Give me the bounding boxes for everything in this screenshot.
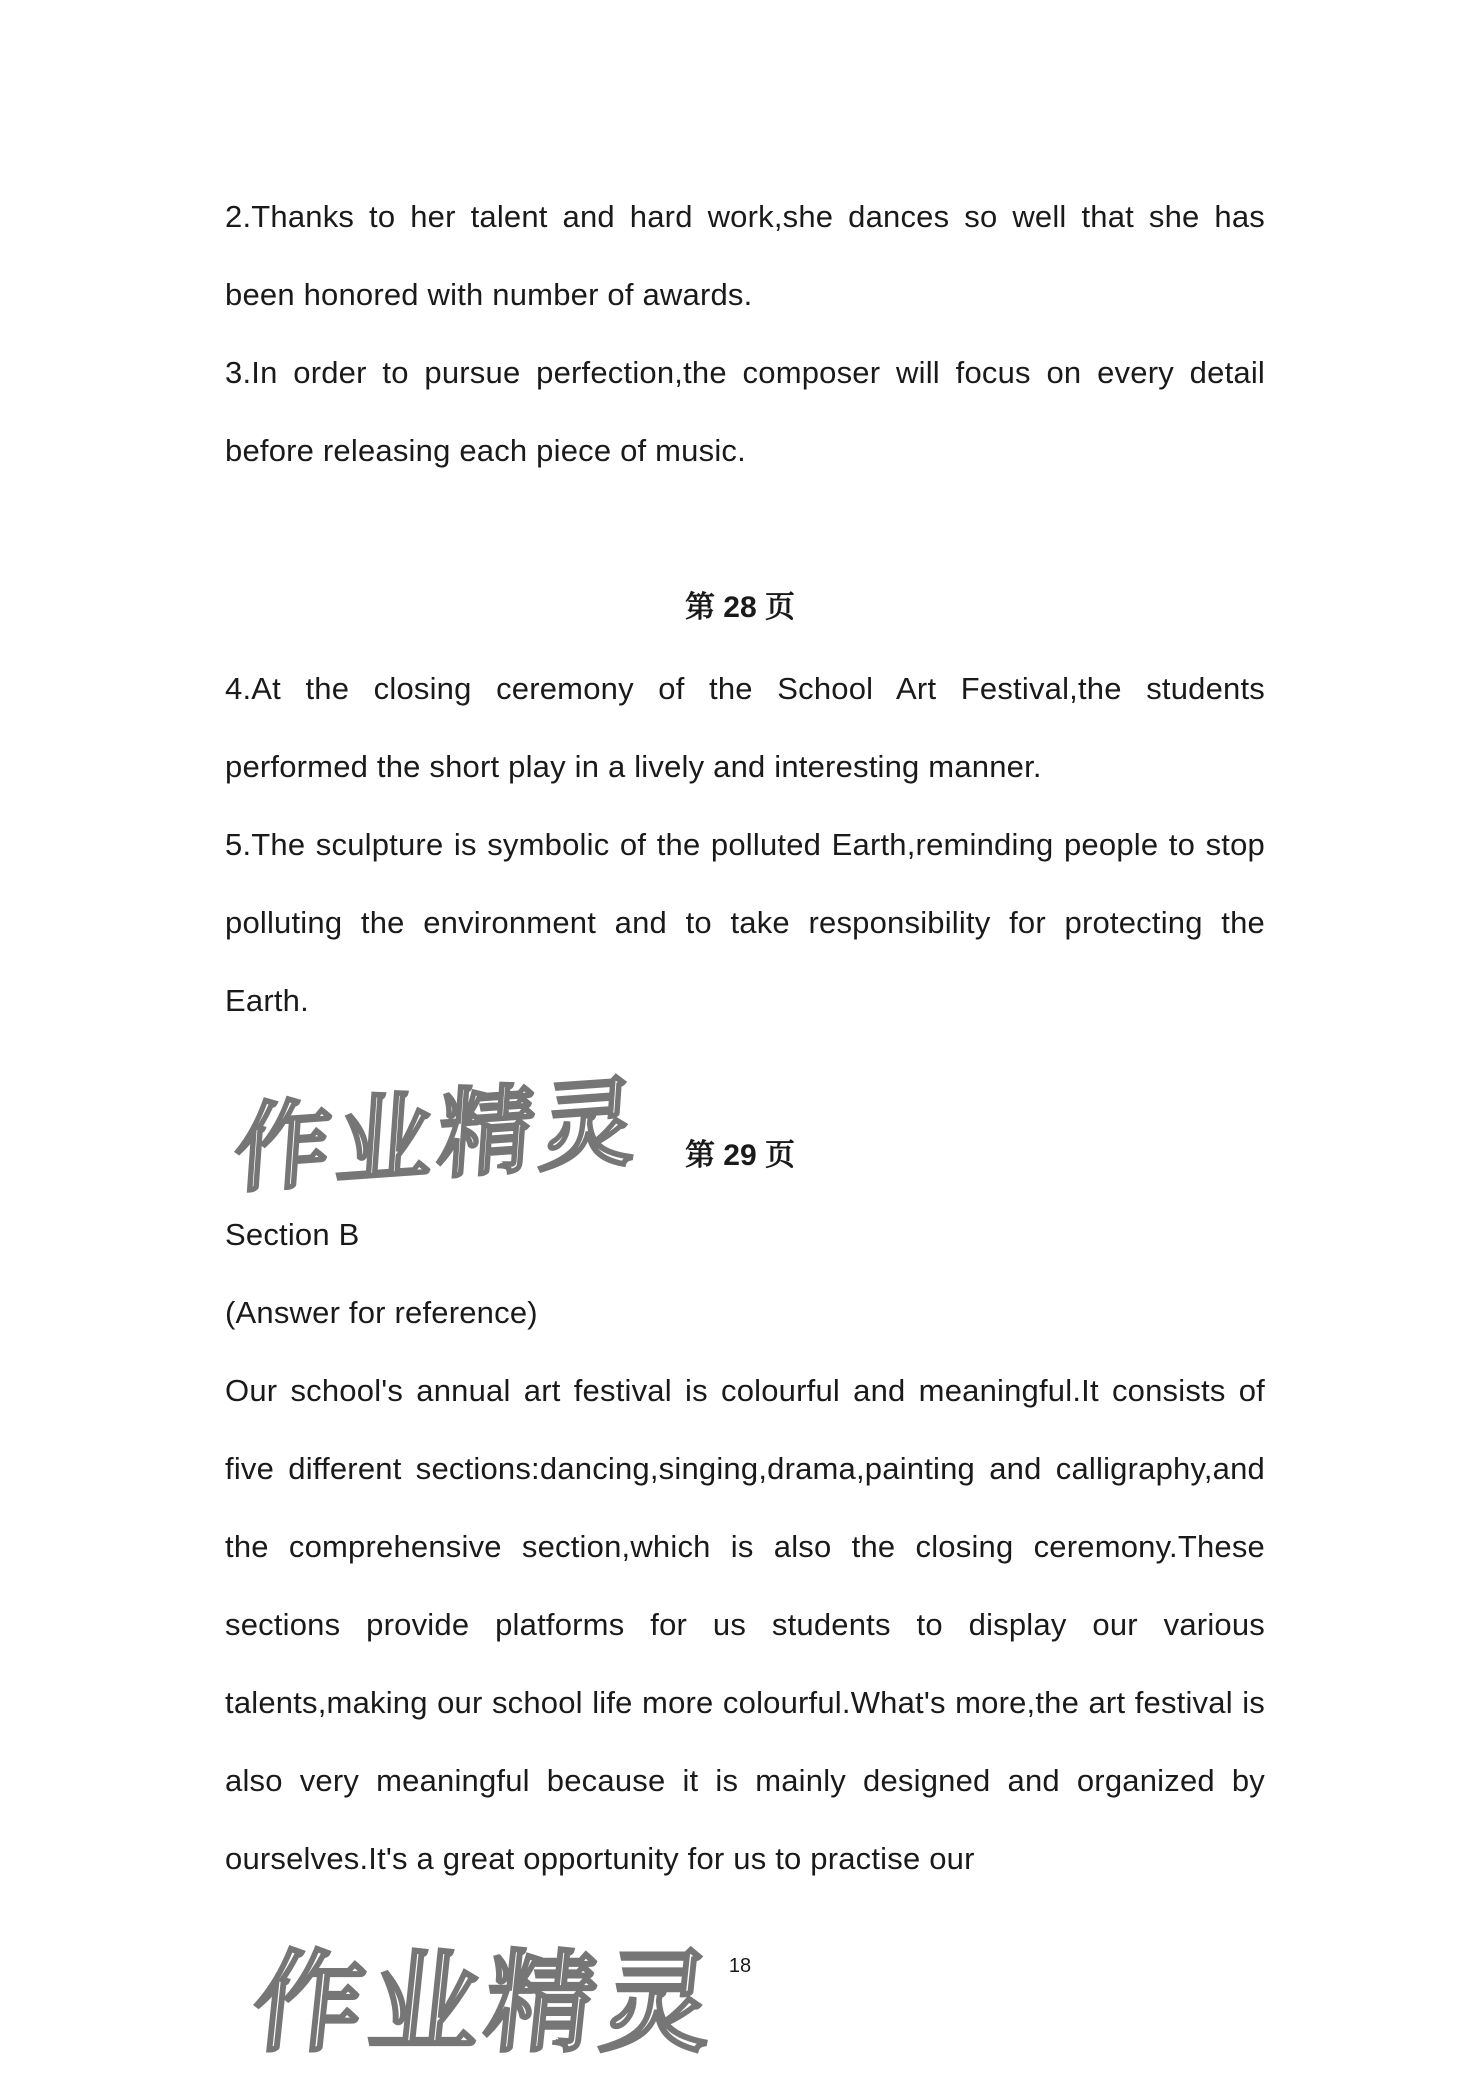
page-number: 18 <box>728 1955 752 1977</box>
answer-paragraph-5: 5.The sculpture is symbolic of the polluted Earth,reminding people to stop polluting the environment and to take responsibility for protecting the Earth. <box>225 827 1265 1018</box>
answer-paragraph-4: 4.At the closing ceremony of the School Art Festival,the students performed the short play in a lively and interesting manner. <box>225 671 1265 784</box>
answer-paragraph-2: 2.Thanks to her talent and hard work,she dances so well that she has been honored with number of awards. <box>225 199 1265 312</box>
watermark-logo: 作业精灵 <box>231 1065 646 1207</box>
essay-paragraph: Our school's annual art festival is colourful and meaningful.It consists of five different sections:dancing,singing,drama,painting and calligraphy,and the comprehensive section,which is also the closing ceremony.These sections provide platforms for us students to display our various talents,making our school life more colourful.What's more,the art festival is also very meaningful because it is mainly designed and organized by ourselves.It's a great opportunity for us to practise our <box>225 1373 1265 1876</box>
page-heading-29: 第 29 页 <box>684 1139 796 1172</box>
page-heading-28: 第 28 页 <box>684 591 796 624</box>
answer-paragraph-3: 3.In order to pursue perfection,the composer will focus on every detail before releasing each piece of music. <box>225 355 1265 468</box>
answer-note: (Answer for reference) <box>225 1295 538 1330</box>
watermark-logo-bottom: 作业精灵 <box>247 1939 725 2067</box>
section-label: Section B <box>225 1217 360 1252</box>
